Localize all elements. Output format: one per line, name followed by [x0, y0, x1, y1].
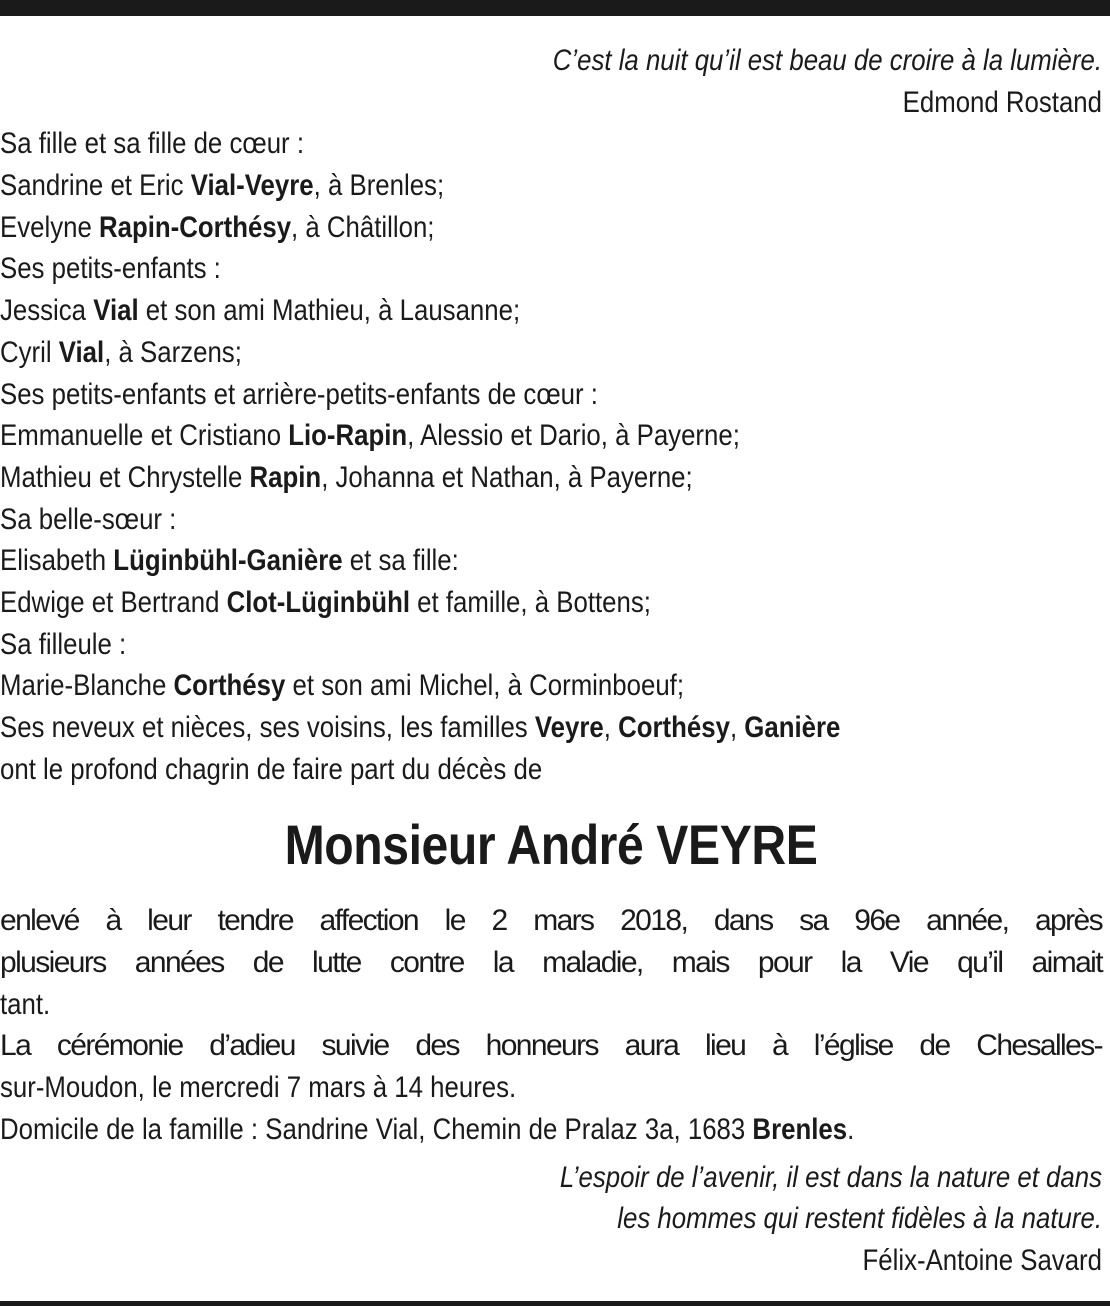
- family-line-s1: Elisabeth Lüginbühl-Ganière et sa fille:: [0, 544, 459, 578]
- family-name: Corthésy: [618, 711, 730, 744]
- epigraph-top-author: Edmond Rostand: [902, 85, 1102, 119]
- body-p1-line2: plusieurs années de lutte contre la maladie, mais pour la Vie qu’il aimait: [0, 946, 1102, 980]
- epigraph-bottom-author: Félix-Antoine Savard: [862, 1243, 1102, 1277]
- family-line-s2: Edwige et Bertrand Clot-Lüginbühl et famille, à Bottens;: [0, 585, 651, 619]
- family-line-d1: Sandrine et Eric Vial-Veyre, à Brenles;: [0, 169, 445, 203]
- body-p3-line: Domicile de la famille : Sandrine Vial, Chemin de Pralaz 3a, 1683 Brenles.: [0, 1112, 855, 1146]
- family-line-g1: Jessica Vial et son ami Mathieu, à Lausanne;: [0, 294, 521, 328]
- family-line-f1: Marie-Blanche Corthésy et son ami Michel, à Corminboeuf;: [0, 669, 685, 703]
- epigraph-bottom-line2: les hommes qui restent fidèles à la nature.: [617, 1202, 1102, 1236]
- deceased-name: Monsieur André VEYRE: [284, 813, 818, 877]
- family-name: Veyre: [534, 711, 604, 744]
- body-p2-line1: La cérémonie d’adieu suivie des honneurs aura lieu à l’église de Chesalles-: [0, 1029, 1102, 1063]
- obituary-notice: [0, 40, 1102, 1282]
- family-name: Rapin: [249, 460, 322, 494]
- family-line-relatives: Ses neveux et nièces, ses voisins, les familles Veyre, Corthésy, Ganière: [0, 711, 841, 744]
- goddaughter-label: Sa filleule :: [0, 627, 127, 661]
- family-line-h1: Emmanuelle et Cristiano Lio-Rapin, Alessio et Dario, à Payerne;: [0, 419, 740, 453]
- family-name: Brenles: [752, 1112, 848, 1146]
- family-name: Vial-Veyre: [190, 169, 314, 203]
- body-p1-line3: tant.: [0, 987, 51, 1021]
- bottom-rule: [0, 1301, 1110, 1306]
- family-line-d2: Evelyne Rapin-Corthésy, à Châtillon;: [0, 210, 435, 244]
- daughters-label: Sa fille et sa fille de cœur :: [0, 127, 304, 161]
- family-name: Clot-Lüginbühl: [226, 585, 411, 619]
- top-rule: [0, 0, 1110, 16]
- body-p2-line2: sur-Moudon, le mercredi 7 mars à 14 heures.: [0, 1071, 517, 1105]
- grandchildren-label: Ses petits-enfants :: [0, 252, 221, 286]
- announcement-line: ont le profond chagrin de faire part du décès de: [0, 752, 543, 786]
- epigraph-top-quote: C’est la nuit qu’il est beau de croire à la lumière.: [552, 44, 1102, 77]
- family-line-h2: Mathieu et Chrystelle Rapin, Johanna et Nathan, à Payerne;: [0, 460, 693, 494]
- family-name: Vial: [93, 294, 139, 328]
- family-name: Lio-Rapin: [288, 419, 408, 453]
- heart-grandchildren-label: Ses petits-enfants et arrière-petits-enfants de cœur :: [0, 377, 598, 411]
- family-line-g2: Cyril Vial, à Sarzens;: [0, 335, 242, 369]
- family-name: Lüginbühl-Ganière: [113, 544, 343, 578]
- family-name: Ganière: [744, 711, 841, 744]
- sister-in-law-label: Sa belle-sœur :: [0, 502, 177, 536]
- epigraph-bottom-line1: L’espoir de l’avenir, il est dans la nature et dans: [559, 1160, 1102, 1194]
- family-name: Rapin-Corthésy: [98, 210, 292, 244]
- family-name: Corthésy: [173, 669, 286, 703]
- body-p1-line1: enlevé à leur tendre affection le 2 mars 2018, dans sa 96e année, après: [0, 904, 1102, 938]
- family-name: Vial: [58, 335, 105, 369]
